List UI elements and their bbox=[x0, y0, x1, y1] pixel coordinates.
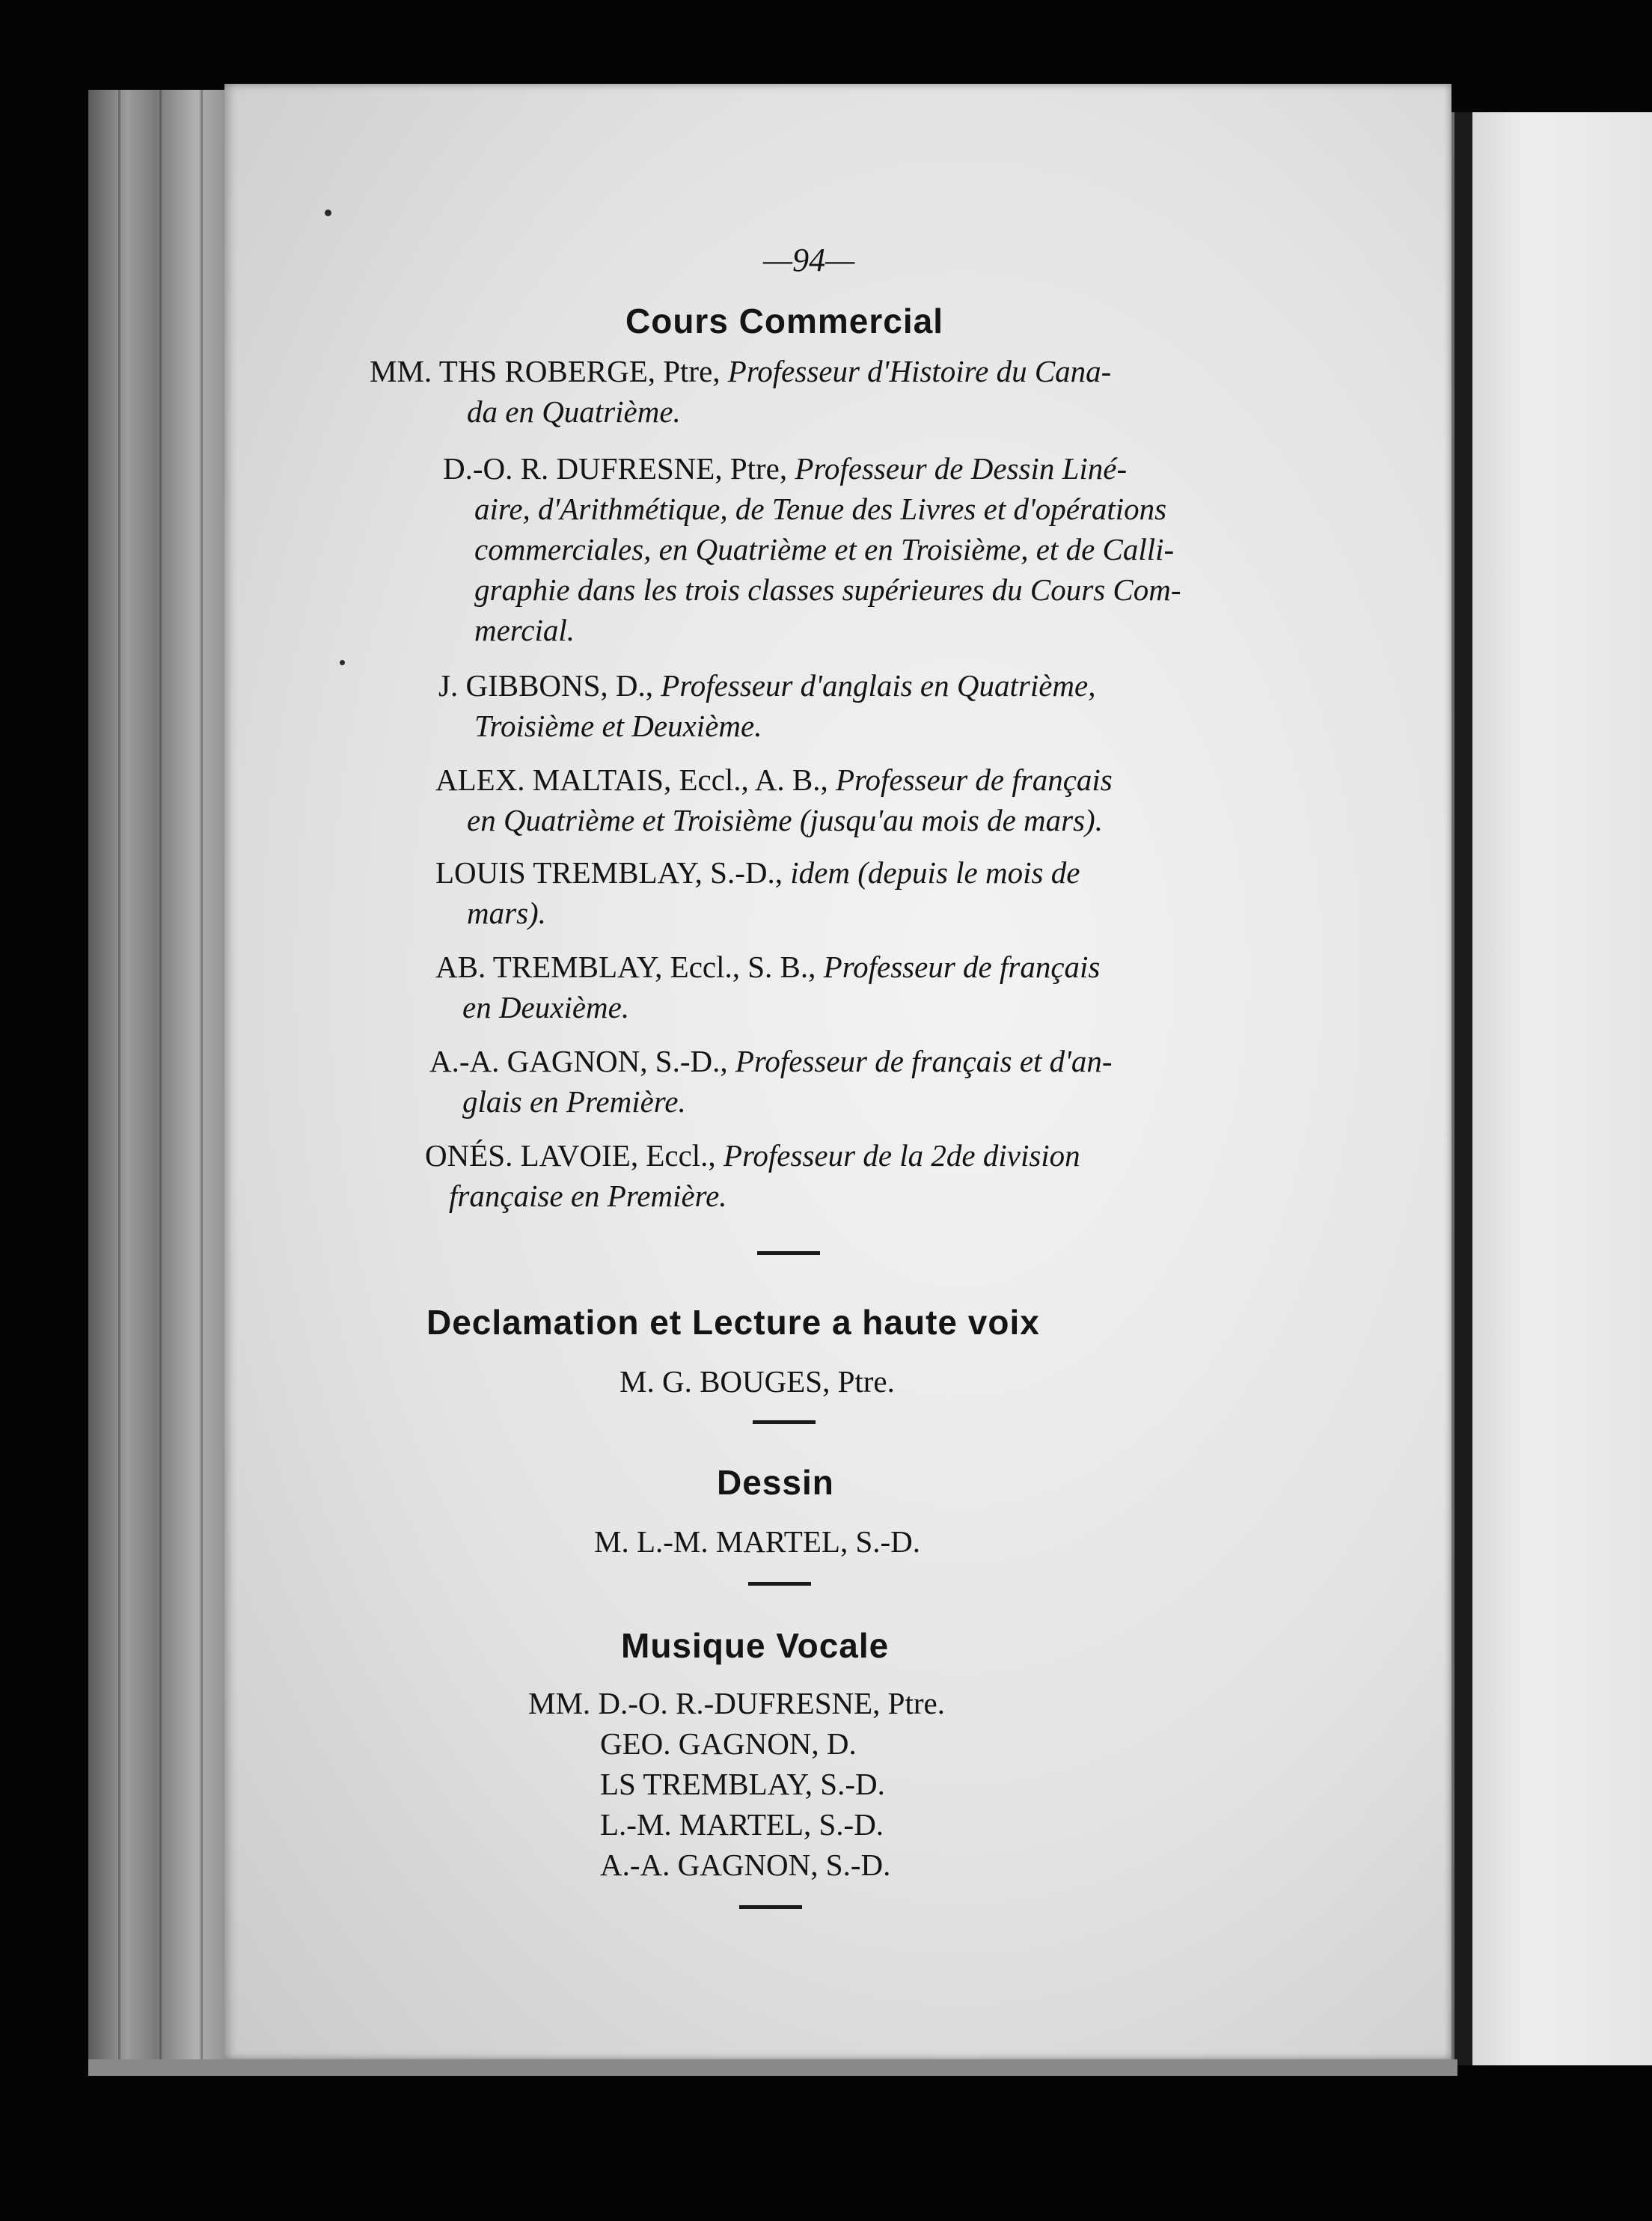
staff-entry: M. L.-M. MARTEL, S.-D. bbox=[594, 1524, 921, 1559]
staff-role-continued: graphie dans les trois classes supérieures du Cours Com- bbox=[474, 572, 1181, 607]
page-number: —94— bbox=[763, 242, 855, 278]
staff-role-continued: glais en Première. bbox=[462, 1084, 686, 1119]
staff-entry bbox=[435, 762, 1113, 798]
staff-entry bbox=[435, 949, 1100, 985]
page-bottom-edge bbox=[88, 2059, 1457, 2076]
staff-name: ALEX. MALTAIS, Eccl., A. B., bbox=[435, 763, 828, 797]
staff-role-continued: mars). bbox=[467, 896, 546, 930]
staff-role-continued: da en Quatrième. bbox=[467, 394, 681, 429]
staff-name: J. GIBBONS, D., bbox=[438, 668, 654, 703]
section-title-declamation: Declamation et Lecture a haute voix bbox=[426, 1303, 1040, 1342]
ink-speck bbox=[340, 660, 345, 665]
section-divider bbox=[753, 1420, 816, 1424]
staff-role-continued: française en Première. bbox=[449, 1179, 727, 1213]
staff-name: A.-A. GAGNON, S.-D., bbox=[429, 1044, 728, 1078]
staff-entry bbox=[429, 1043, 1113, 1079]
staff-role-continued: mercial. bbox=[474, 613, 575, 647]
staff-role-continued: Troisième et Deuxième. bbox=[474, 709, 762, 743]
section-title-dessin: Dessin bbox=[717, 1463, 834, 1502]
staff-role: Professeur de la 2de division bbox=[723, 1138, 1080, 1173]
staff-name: THS ROBERGE, Ptre, bbox=[438, 354, 721, 388]
staff-entry bbox=[438, 667, 1095, 703]
staff-entry: M. G. BOUGES, Ptre. bbox=[620, 1364, 895, 1399]
staff-role: Professeur d'anglais en Quatrième, bbox=[661, 668, 1096, 703]
entry-prefix: MM. bbox=[370, 354, 432, 388]
ink-speck bbox=[325, 210, 331, 216]
section-divider bbox=[739, 1905, 802, 1909]
staff-role-continued: en Quatrième et Troisième (jusqu'au mois de mars). bbox=[467, 803, 1103, 837]
section-divider bbox=[748, 1582, 811, 1586]
staff-entry: MM. D.-O. R.-DUFRESNE, Ptre. bbox=[528, 1686, 945, 1720]
staff-entry: L.-M. MARTEL, S.-D. bbox=[600, 1807, 884, 1842]
staff-entry bbox=[435, 855, 1080, 890]
staff-name: LOUIS TREMBLAY, S.-D., bbox=[435, 855, 783, 890]
staff-role: Professeur de Dessin Liné- bbox=[795, 451, 1128, 486]
staff-role: Professeur de français bbox=[836, 763, 1113, 797]
section-title-cours-commercial: Cours Commercial bbox=[625, 302, 944, 340]
staff-entry bbox=[370, 353, 1111, 389]
staff-role-continued: aire, d'Arithmétique, de Tenue des Livres et d'opérations bbox=[474, 492, 1167, 526]
staff-name: ONÉS. LAVOIE, Eccl., bbox=[425, 1138, 716, 1173]
staff-role: Professeur de français et d'an- bbox=[735, 1044, 1113, 1078]
staff-entry: LS TREMBLAY, S.-D. bbox=[600, 1767, 885, 1801]
section-divider bbox=[757, 1251, 820, 1255]
staff-entry: GEO. GAGNON, D. bbox=[600, 1726, 857, 1761]
staff-entry bbox=[425, 1137, 1080, 1173]
facing-page bbox=[1472, 112, 1652, 2065]
staff-role: Professeur d'Histoire du Cana- bbox=[727, 354, 1112, 388]
staff-entry bbox=[443, 450, 1127, 486]
staff-role: Professeur de français bbox=[823, 950, 1101, 984]
staff-name: AB. TREMBLAY, Eccl., S. B., bbox=[435, 950, 816, 984]
staff-role-continued: en Deuxième. bbox=[462, 990, 630, 1024]
staff-role-continued: commerciales, en Quatrième et en Troisième, et de Calli- bbox=[474, 532, 1175, 566]
staff-role: idem (depuis le mois de bbox=[790, 855, 1080, 890]
section-title-musique: Musique Vocale bbox=[621, 1626, 890, 1665]
staff-name: D.-O. R. DUFRESNE, Ptre, bbox=[443, 451, 788, 486]
staff-entry: A.-A. GAGNON, S.-D. bbox=[600, 1848, 891, 1882]
page-text bbox=[224, 84, 1451, 2059]
